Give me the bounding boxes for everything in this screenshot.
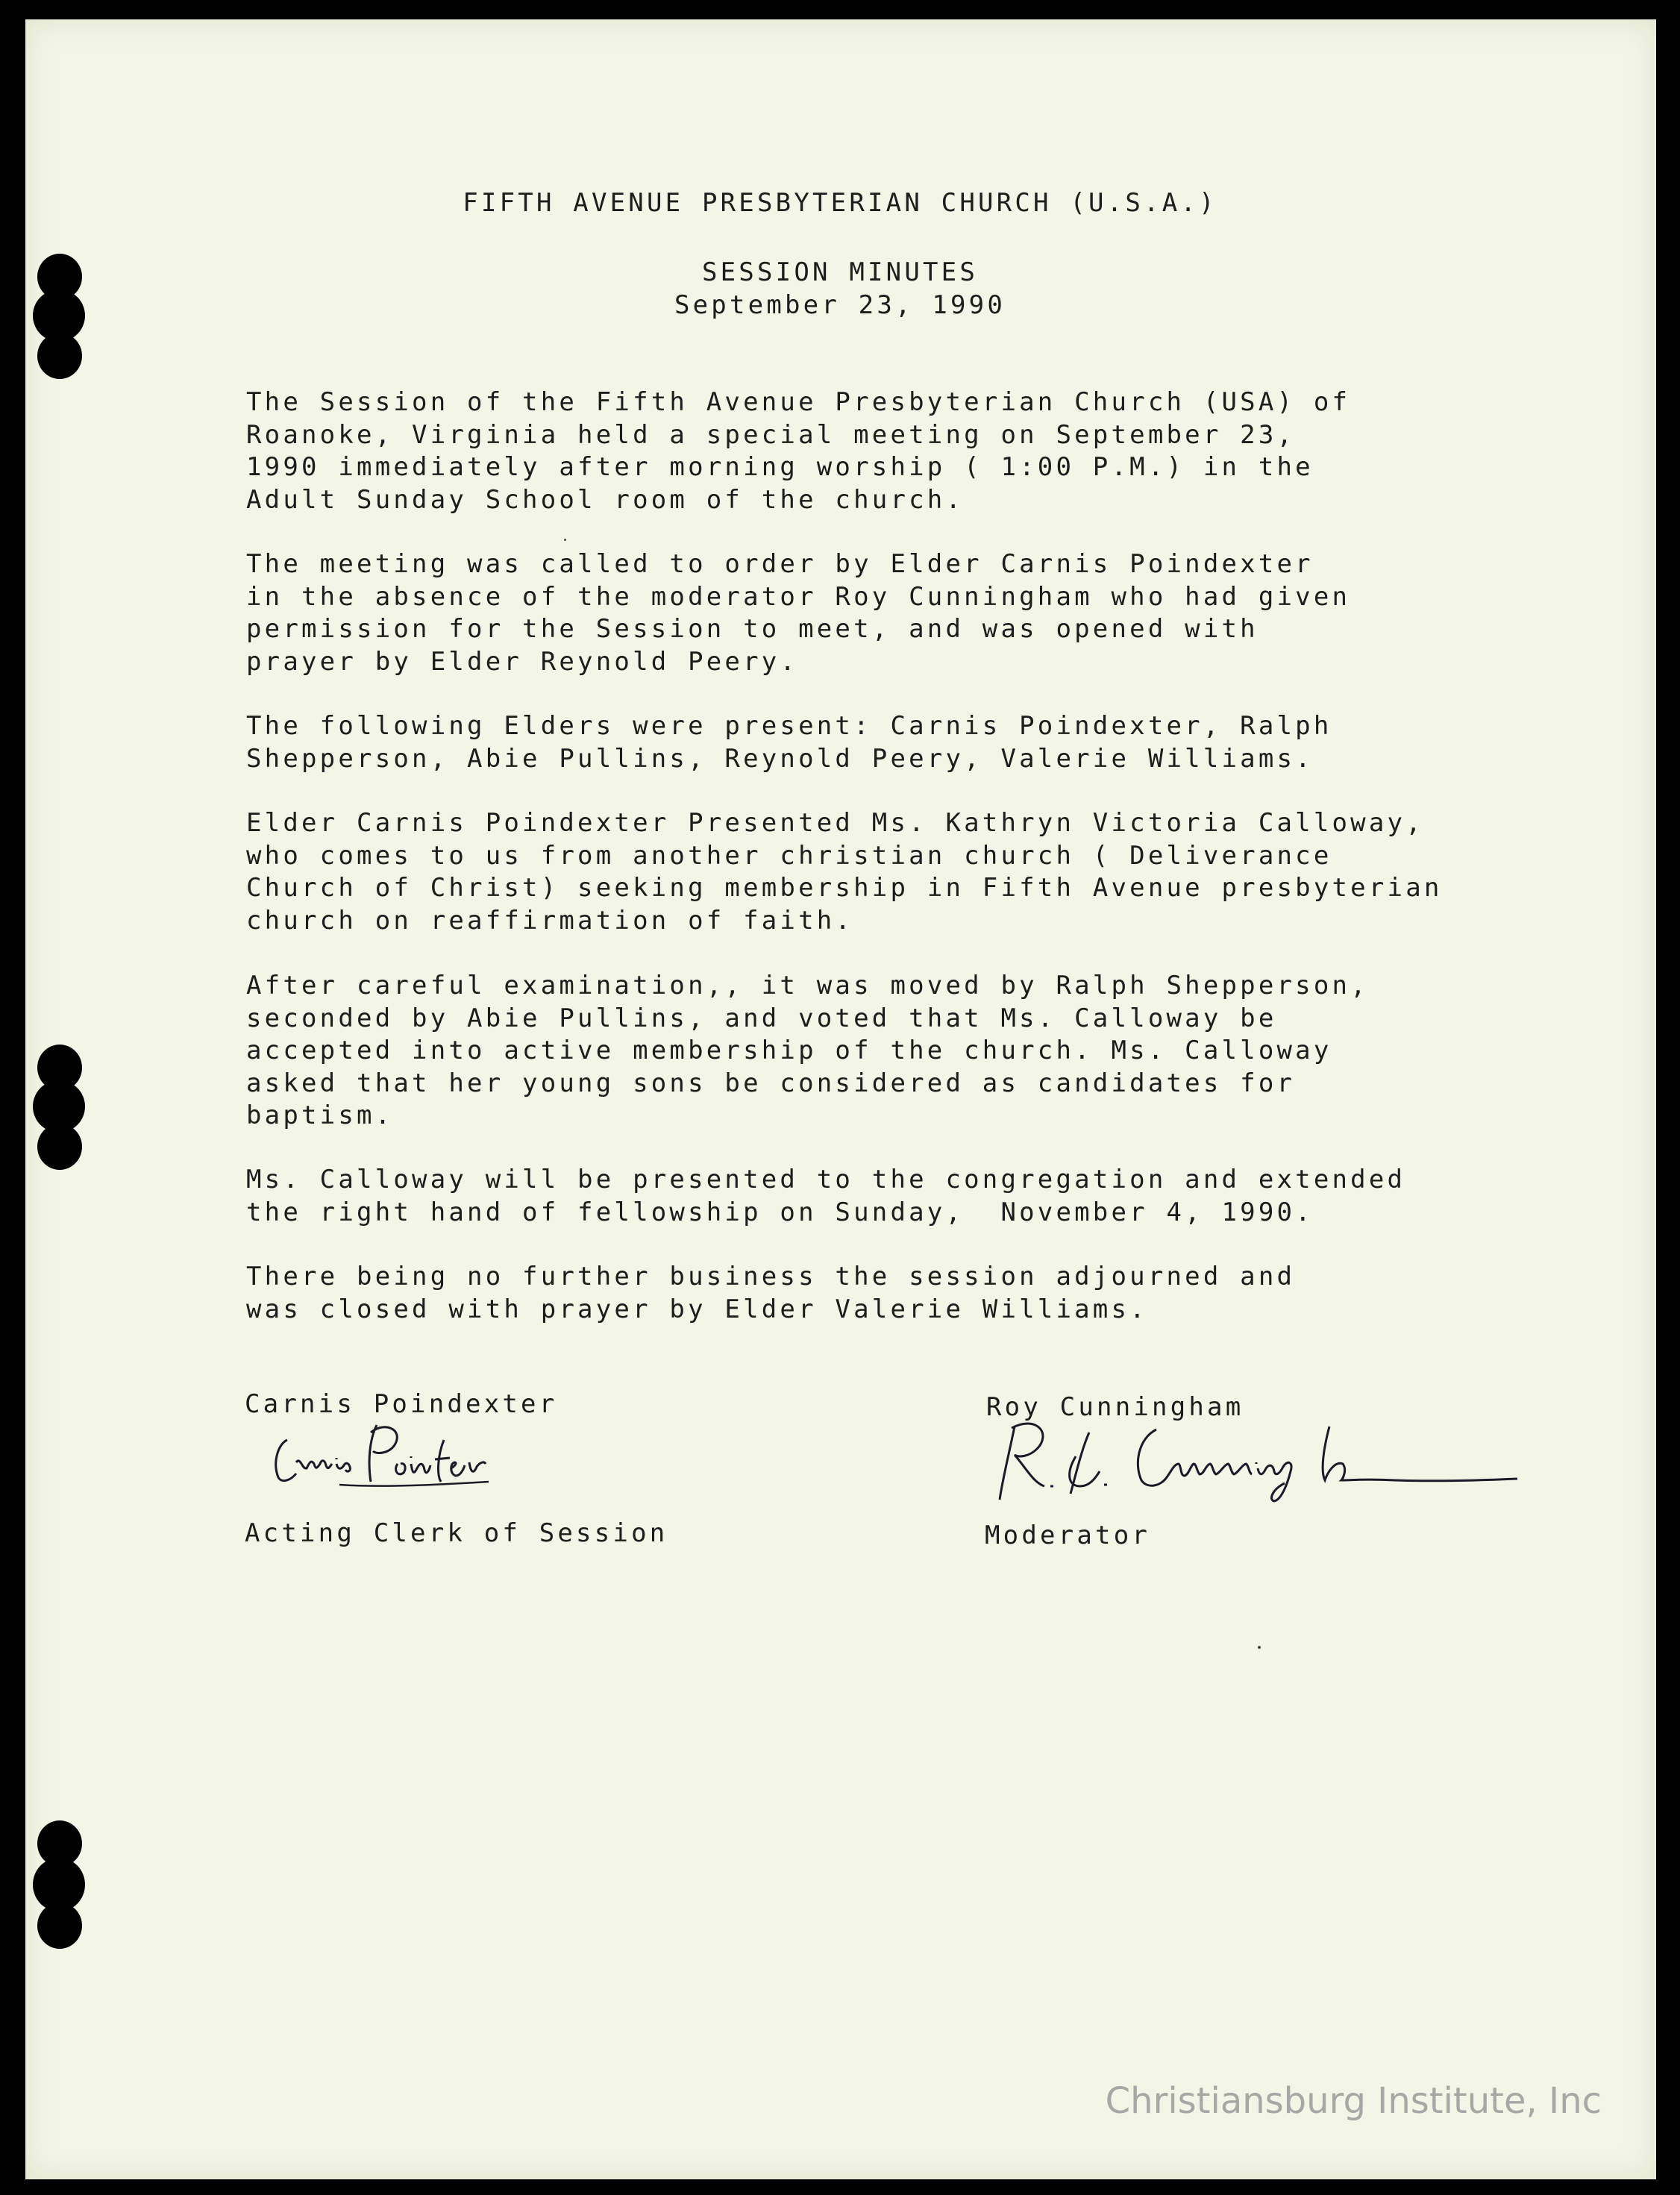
punch-hole-middle xyxy=(33,1045,87,1171)
clerk-title: Acting Clerk of Session xyxy=(245,1518,668,1548)
church-name-heading: FIFTH AVENUE PRESBYTERIAN CHURCH (U.S.A.) xyxy=(463,188,1217,218)
clerk-name: Carnis Poindexter xyxy=(245,1389,558,1419)
moderator-signature xyxy=(992,1412,1529,1509)
punch-hole-bottom xyxy=(33,1820,87,1951)
document-date: September 23, 1990 xyxy=(674,290,1006,320)
document-title: SESSION MINUTES xyxy=(701,257,979,287)
paragraph-fellowship: Ms. Calloway will be presented to the congregation and extended the right hand of fellowship on Sunday, November 4, 1990. xyxy=(246,1165,1406,1227)
paragraph-meeting-info: The Session of the Fifth Avenue Presbyterian Church (USA) of Roanoke, Virginia held a special meeting on September 23, 1990 immediately after morning worship ( 1:00 P.M.) in the Adult Sunday School room of the church. xyxy=(246,387,1351,515)
clerk-signature xyxy=(265,1410,511,1500)
paragraph-call-to-order: The meeting was called to order by Elder Carnis Poindexter in the absence of the moderator Roy Cunningham who had given permission for the Session to meet, and was opened with prayer by Elder Reynold Peery. xyxy=(246,549,1351,677)
paper-speck xyxy=(564,539,566,541)
moderator-name: Roy Cunningham xyxy=(986,1392,1244,1422)
archive-watermark: Christiansburg Institute, Inc xyxy=(1105,2080,1602,2122)
paragraph-membership-presentation: Elder Carnis Poindexter Presented Ms. Kathryn Victoria Calloway, who comes to us from another christian church ( Deliverance Church of Christ) seeking membership in Fifth Avenue presbyterian church on reaffirmation of faith. xyxy=(246,808,1443,936)
paragraph-adjournment: There being no further business the session adjourned and was closed with prayer by Elder Valerie Williams. xyxy=(246,1262,1296,1324)
paragraph-membership-vote: After careful examination,, it was moved by Ralph Shepperson, seconded by Abie Pullins, and voted that Ms. Calloway be accepted into active membership of the church. Ms. Calloway asked that her young sons be considered as candidates for baptism. xyxy=(246,971,1369,1130)
moderator-title: Moderator xyxy=(985,1521,1151,1550)
paragraph-elders-present: The following Elders were present: Carnis Poindexter, Ralph Shepperson, Abie Pullins, Reynold Peery, Valerie Williams. xyxy=(246,711,1332,774)
paper-speck xyxy=(1258,1646,1261,1649)
